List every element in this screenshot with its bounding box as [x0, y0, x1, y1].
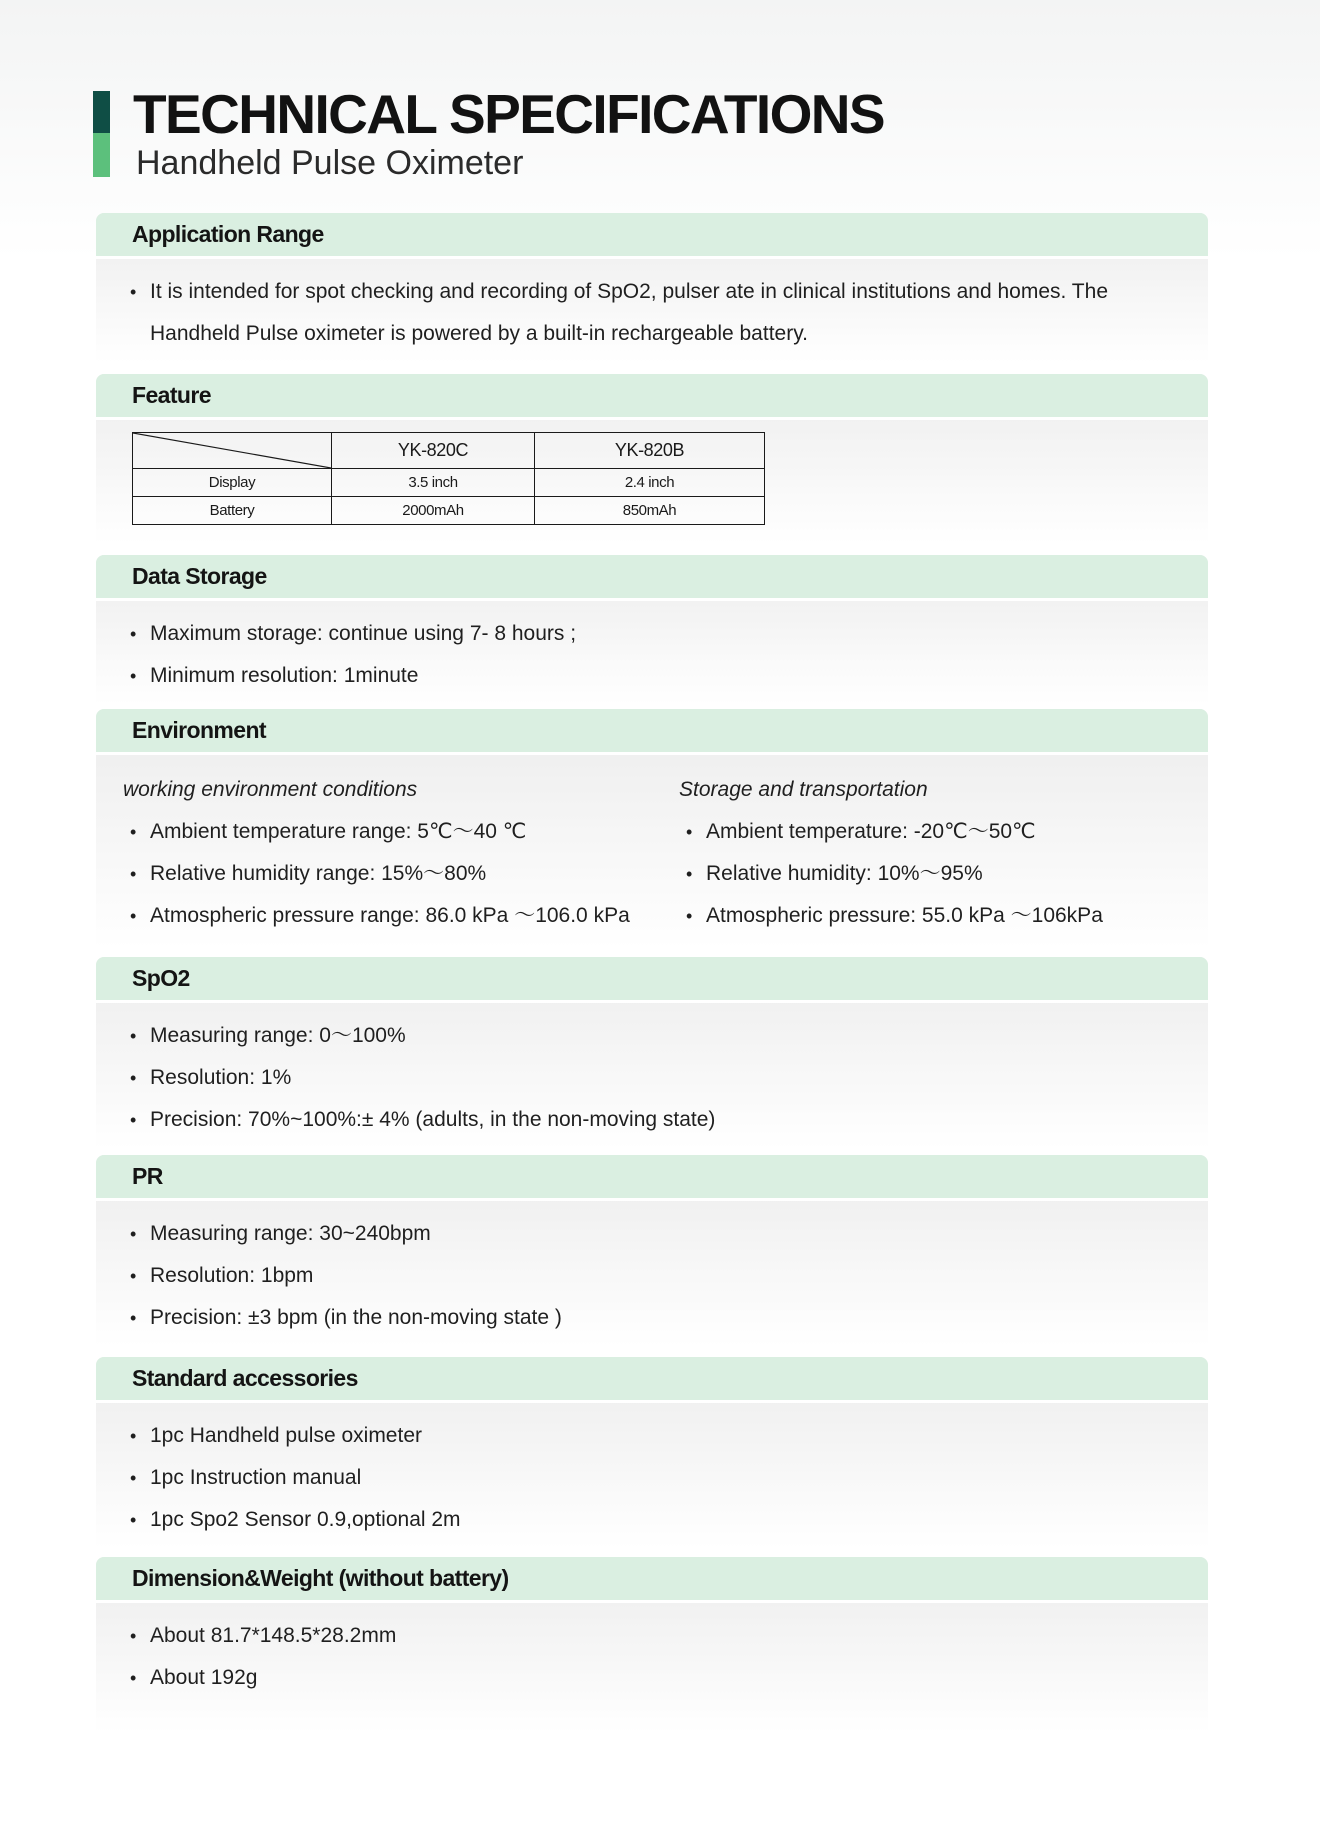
list-item: • Maximum storage: continue using 7- 8 hours ;	[130, 613, 1208, 655]
dimension-list	[96, 1615, 1208, 1699]
list-item: • Precision: 70%~100%:± 4% (adults, in the non-moving state)	[130, 1099, 1208, 1141]
table-column-header: YK-820B	[535, 433, 765, 469]
list-item: • Ambient temperature: -20℃～50℃	[686, 811, 1208, 853]
section-title: Environment	[132, 717, 266, 743]
feature-table	[132, 432, 765, 525]
section-header	[96, 1357, 1208, 1403]
section-title: Data Storage	[132, 563, 267, 589]
table-row	[133, 469, 765, 497]
section-standard-accessories	[96, 1357, 1208, 1549]
table-cell: 2.4 inch	[535, 469, 765, 497]
list-item: • 1pc Handheld pulse oximeter	[130, 1415, 1208, 1457]
section-title: Feature	[132, 382, 211, 408]
table-cell: 3.5 inch	[332, 469, 535, 497]
environment-storage-title: Storage and transportation	[679, 778, 928, 801]
list-item: • Ambient temperature range: 5℃～40 ℃	[130, 811, 652, 853]
table-header-row	[133, 433, 765, 469]
section-feature	[96, 374, 1208, 544]
list-item: • Relative humidity: 10%～95%	[686, 853, 1208, 895]
environment-storage-column	[652, 769, 1208, 937]
title-accent-bar-dark	[93, 91, 110, 133]
table-column-header: YK-820C	[332, 433, 535, 469]
list-item: • 1pc Instruction manual	[130, 1457, 1208, 1499]
section-header	[96, 1155, 1208, 1201]
application-range-text: • It is intended for spot checking and recording of SpO2, pulser ate in clinical institutions and homes. The Handheld Pulse oximeter is powered by a built-in rechargeable battery.	[130, 280, 1108, 345]
table-cell: 2000mAh	[332, 497, 535, 525]
list-item: • About 192g	[130, 1657, 1208, 1699]
data-storage-list	[96, 613, 1208, 697]
table-row-label: Battery	[133, 497, 332, 525]
accessories-list	[96, 1415, 1208, 1541]
section-title: Dimension&Weight (without battery)	[132, 1565, 509, 1591]
section-data-storage	[96, 555, 1208, 705]
list-item: • Measuring range: 30~240bpm	[130, 1213, 1208, 1255]
section-spo2	[96, 957, 1208, 1149]
section-pr	[96, 1155, 1208, 1347]
section-header	[96, 374, 1208, 420]
list-item: • 1pc Spo2 Sensor 0.9,optional 2m	[130, 1499, 1208, 1541]
list-item: • Minimum resolution: 1minute	[130, 655, 1208, 697]
section-environment	[96, 709, 1208, 949]
table-row	[133, 497, 765, 525]
table-corner-cell	[133, 433, 332, 469]
section-header	[96, 555, 1208, 601]
title-accent-bar-light	[93, 133, 110, 177]
section-dimension-weight	[96, 1557, 1208, 1733]
section-application-range	[96, 213, 1208, 363]
list-item: • Atmospheric pressure: 55.0 kPa ～106kPa	[686, 895, 1208, 937]
section-header	[96, 709, 1208, 755]
page-subtitle: Handheld Pulse Oximeter	[136, 144, 524, 182]
title-block	[93, 83, 993, 182]
environment-storage-list	[652, 811, 1208, 937]
environment-working-column	[96, 769, 652, 937]
list-item: • Resolution: 1%	[130, 1057, 1208, 1099]
table-row-label: Display	[133, 469, 332, 497]
environment-working-list	[96, 811, 652, 937]
list-item: • Measuring range: 0～100%	[130, 1015, 1208, 1057]
section-header	[96, 213, 1208, 259]
environment-working-title: working environment conditions	[123, 778, 418, 801]
list-item: • Relative humidity range: 15%～80%	[130, 853, 652, 895]
list-item: • Resolution: 1bpm	[130, 1255, 1208, 1297]
section-header	[96, 957, 1208, 1003]
list-item: • Precision: ±3 bpm (in the non-moving state )	[130, 1297, 1208, 1339]
table-cell: 850mAh	[535, 497, 765, 525]
section-title: Application Range	[132, 221, 324, 247]
section-title: PR	[132, 1163, 163, 1189]
pr-list	[96, 1213, 1208, 1339]
spo2-list	[96, 1015, 1208, 1141]
section-title: SpO2	[132, 965, 190, 991]
list-item: • Atmospheric pressure range: 86.0 kPa ～106.0 kPa	[130, 895, 652, 937]
list-item: • About 81.7*148.5*28.2mm	[130, 1615, 1208, 1657]
section-header	[96, 1557, 1208, 1603]
page-title: TECHNICAL SPECIFICATIONS	[133, 83, 884, 145]
section-title: Standard accessories	[132, 1365, 358, 1391]
